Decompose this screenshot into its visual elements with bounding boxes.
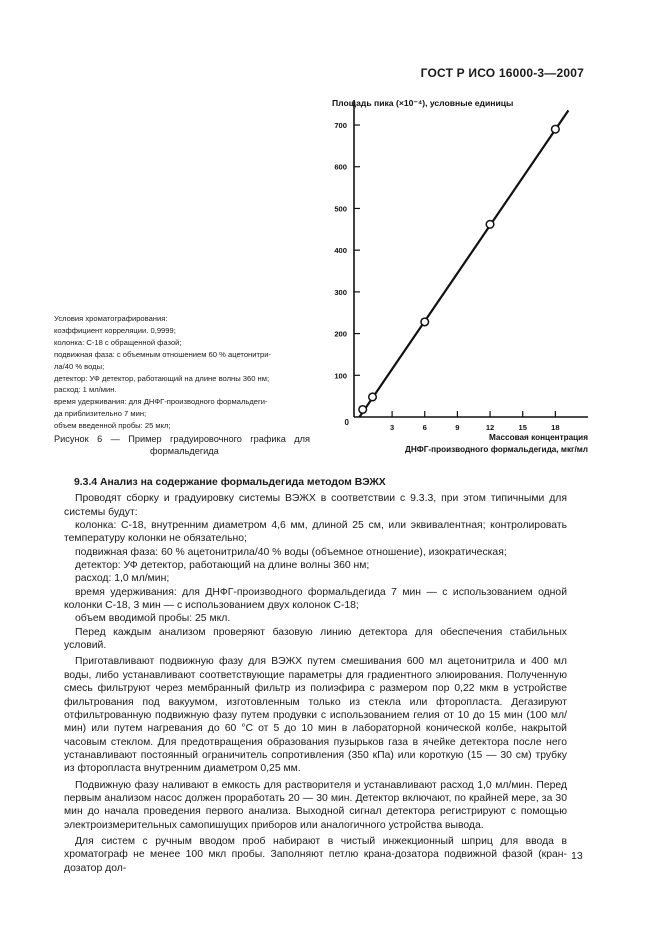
y-tick-label: 500	[334, 204, 347, 214]
body-paragraph: расход: 1,0 мл/мин;	[75, 573, 170, 585]
caption-line1	[54, 433, 310, 445]
body-paragraph: время удерживания: для ДНФГ-производного формальдегида 7 мин — с использованием одной колонки С-18, 3 мин — с использованием двух колонок С-18;	[64, 586, 567, 612]
condition-line: ла/40 % воды;	[54, 361, 105, 371]
chromatography-conditions	[54, 313, 314, 432]
standard-header: ГОСТ Р ИСО 16000-3—2007	[420, 66, 584, 80]
section-heading: 9.3.4 Анализ на содержание формальдегида методом ВЭЖХ	[74, 477, 386, 488]
y-tick-label: 700	[334, 121, 347, 131]
caption-word: для	[294, 434, 310, 444]
y-axis-label: Площадь пика (×10⁻⁴), условные единицы	[332, 98, 514, 108]
y-ticks	[334, 121, 360, 380]
condition-line: расход: 1 мл/мин.	[54, 385, 117, 395]
x-ticks	[390, 411, 560, 432]
fit-line	[359, 110, 568, 417]
origin-label: 0	[344, 418, 349, 427]
caption-word: графика	[250, 434, 286, 444]
data-point	[421, 318, 429, 326]
x-tick-label: 12	[485, 423, 495, 432]
body-paragraph: колонка: С-18, внутренним диаметром 4,6 мм, длиной 25 см, или эквивалентная; контролировать температуру колонки не обязательно;	[64, 520, 567, 545]
chart-axes	[354, 100, 588, 417]
y-tick-label: 200	[334, 329, 347, 339]
condition-line: колонка: С-18 с обращенной фазой;	[54, 337, 182, 347]
caption-word: 6	[97, 434, 103, 444]
figure-caption	[54, 433, 310, 457]
condition-line: объем введенной пробы: 25 мкл;	[54, 421, 171, 431]
y-tick-label: 400	[334, 246, 347, 256]
x-tick-label: 6	[422, 423, 427, 432]
data-point	[552, 125, 560, 133]
body-paragraph: Приготавливают подвижную фазу для ВЭЖХ путем смешивания 600 мл ацетонитрила и 400 мл воды, либо устанавливают соответствующие параметры для градиентного элюирования. Полученную смесь фильтруют через мембранный фильтр из полиэфира с размером пор 0,22 мкм в устройстве фильтрования под вакуумом, изготовленным только из стекла или фторопласта. Дегазируют отфильтрованную подвижную фазу путем продувки с использованием гелия от 10 до 15 мин (100 мл/мин) или путем нагревания до 60 °С от 5 до 10 мин в лабораторной конической колбе, накрытой часовым стеклом. Для предотвращения образования пузырьков газа в ячейке детектора после него устанавливают постоянный ограничитель сопротивления (350 кПа) или короткую (15 — 30 см) трубку из фторопласта внутренним диаметром 0,25 мм.	[64, 656, 567, 775]
condition-line: Условия хроматографирования:	[54, 314, 168, 323]
body-paragraph: объем вводимой пробы: 25 мкл.	[75, 613, 231, 625]
condition-line: детектор: УФ детектор, работающий на длине волны 360 нм;	[54, 373, 270, 383]
page-number: 13	[571, 850, 583, 862]
data-point	[359, 406, 367, 414]
calibration-chart	[300, 90, 600, 470]
body-paragraph: Подвижную фазу наливают в емкость для растворителя и устанавливают расход 1,0 мл/мин. Перед первым анализом насос должен проработать 20 — 30 мин. Детектор включают, по крайней мере, за 30 мин до начала проведения первого анализа. Выходной сигнал детектора регистрируют с помощью электроизмерительных самопишущих приборов или аналогичного устройства вывода.	[64, 779, 567, 831]
condition-line: время удерживания: для ДНФГ-производного формальдеги-	[54, 397, 268, 407]
caption-word: —	[110, 434, 120, 444]
caption-line2: формальдегида	[150, 446, 219, 456]
condition-line: коэффициент корреляции. 0,9999;	[54, 325, 176, 335]
x-tick-label: 15	[518, 423, 527, 432]
x-tick-label: 18	[551, 423, 560, 432]
y-tick-label: 300	[334, 287, 347, 297]
condition-line: подвижная фаза: с объемным отношением 60 % ацетонитри-	[54, 349, 271, 359]
x-tick-label: 9	[455, 423, 460, 432]
caption-word: Пример	[128, 434, 162, 444]
body-paragraph: подвижная фаза: 60 % ацетонитрила/40 % воды (объемное отношение), изократическая;	[75, 546, 507, 558]
caption-word: градуировочного	[170, 434, 242, 444]
x-tick-label: 3	[389, 423, 395, 432]
x-axis-label-line2: ДНФГ-производного формальдегида, мкг/мл	[405, 445, 588, 454]
y-tick-label: 100	[334, 371, 347, 381]
caption-word: Рисунок	[54, 434, 89, 444]
body-paragraph: Перед каждым анализом проверяют базовую линию детектора для обеспечения стабильных условий.	[64, 626, 567, 652]
fit-line-path	[359, 110, 568, 417]
y-tick-label: 600	[334, 162, 347, 172]
section-body	[64, 476, 567, 875]
data-point	[369, 393, 377, 401]
body-paragraph: детектор: УФ детектор, работающий на длине волны 360 нм;	[75, 560, 370, 572]
body-paragraph: Для систем с ручным вводом проб набирают в чистый инжекционный шприц для ввода в хроматограф не менее 100 мкл пробы. Заполняют петлю крана-дозатора подвижной фазой (кран-дозатор дол-	[64, 835, 567, 874]
x-axis-label-line1: Массовая концентрация	[489, 433, 588, 442]
data-point	[486, 220, 494, 228]
condition-line: да приблизительно 7 мин;	[54, 409, 147, 419]
body-paragraph: Проводят сборку и градуировку системы ВЭЖХ в соответствии с 9.3.3, при этом типичными для системы будут:	[64, 493, 567, 518]
